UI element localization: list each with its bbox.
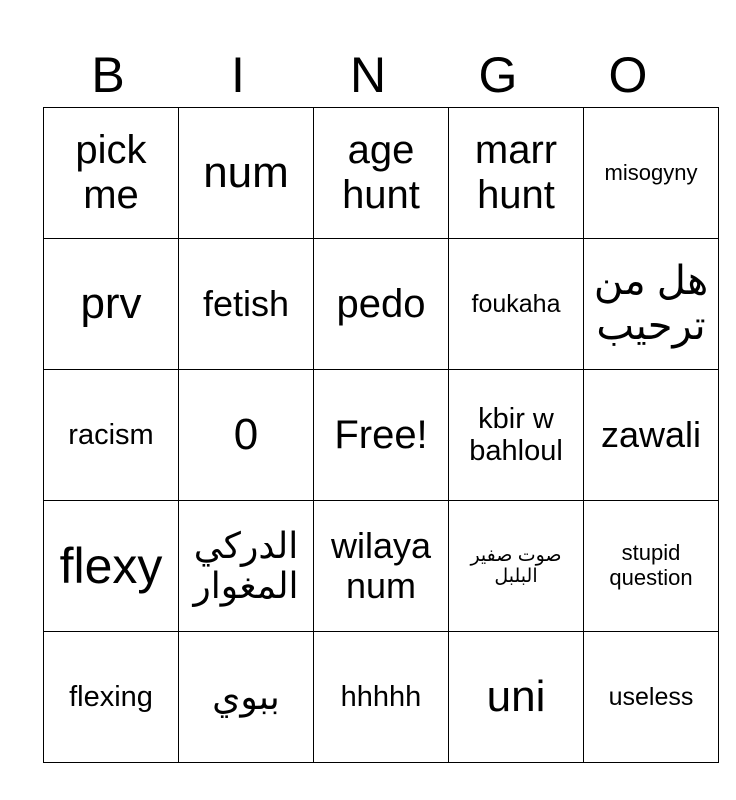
bingo-cell[interactable]: flexy xyxy=(44,501,179,632)
bingo-cell[interactable]: num xyxy=(179,108,314,239)
bingo-cell[interactable]: kbir w bahloul xyxy=(449,370,584,501)
board-row-4 xyxy=(44,501,719,632)
bingo-cell[interactable]: stupid question xyxy=(584,501,719,632)
bingo-cell[interactable]: ببوي xyxy=(179,632,314,763)
header-letter-i: I xyxy=(231,47,245,103)
bingo-cell[interactable]: fetish xyxy=(179,239,314,370)
bingo-cell[interactable]: 0 xyxy=(179,370,314,501)
bingo-cell[interactable]: pedo xyxy=(314,239,449,370)
bingo-header xyxy=(43,42,693,108)
board-row-5 xyxy=(44,632,719,763)
bingo-cell[interactable]: foukaha xyxy=(449,239,584,370)
bingo-cell[interactable]: zawali xyxy=(584,370,719,501)
bingo-cell[interactable]: age hunt xyxy=(314,108,449,239)
board-row-2 xyxy=(44,239,719,370)
bingo-cell[interactable]: pick me xyxy=(44,108,179,239)
bingo-cell[interactable]: hhhhh xyxy=(314,632,449,763)
bingo-cell[interactable]: prv xyxy=(44,239,179,370)
bingo-cell[interactable]: marr hunt xyxy=(449,108,584,239)
header-letter-b: B xyxy=(91,47,125,103)
bingo-cell[interactable]: wilaya num xyxy=(314,501,449,632)
bingo-cell[interactable]: صوت صفير البلبل xyxy=(449,501,584,632)
bingo-cell[interactable]: useless xyxy=(584,632,719,763)
board-row-1 xyxy=(44,108,719,239)
bingo-cell[interactable]: الدركي المغوار xyxy=(179,501,314,632)
bingo-cell[interactable]: flexing xyxy=(44,632,179,763)
header-letter-n: N xyxy=(349,47,387,103)
header-letter-o: O xyxy=(608,47,648,103)
bingo-cell[interactable]: misogyny xyxy=(584,108,719,239)
bingo-cell[interactable]: uni xyxy=(449,632,584,763)
board-row-3 xyxy=(44,370,719,501)
bingo-cell[interactable]: هل من ترحيب xyxy=(584,239,719,370)
header-letter-g: G xyxy=(478,47,518,103)
bingo-board xyxy=(43,107,719,763)
bingo-cell-free[interactable]: Free! xyxy=(314,370,449,501)
bingo-cell[interactable]: racism xyxy=(44,370,179,501)
